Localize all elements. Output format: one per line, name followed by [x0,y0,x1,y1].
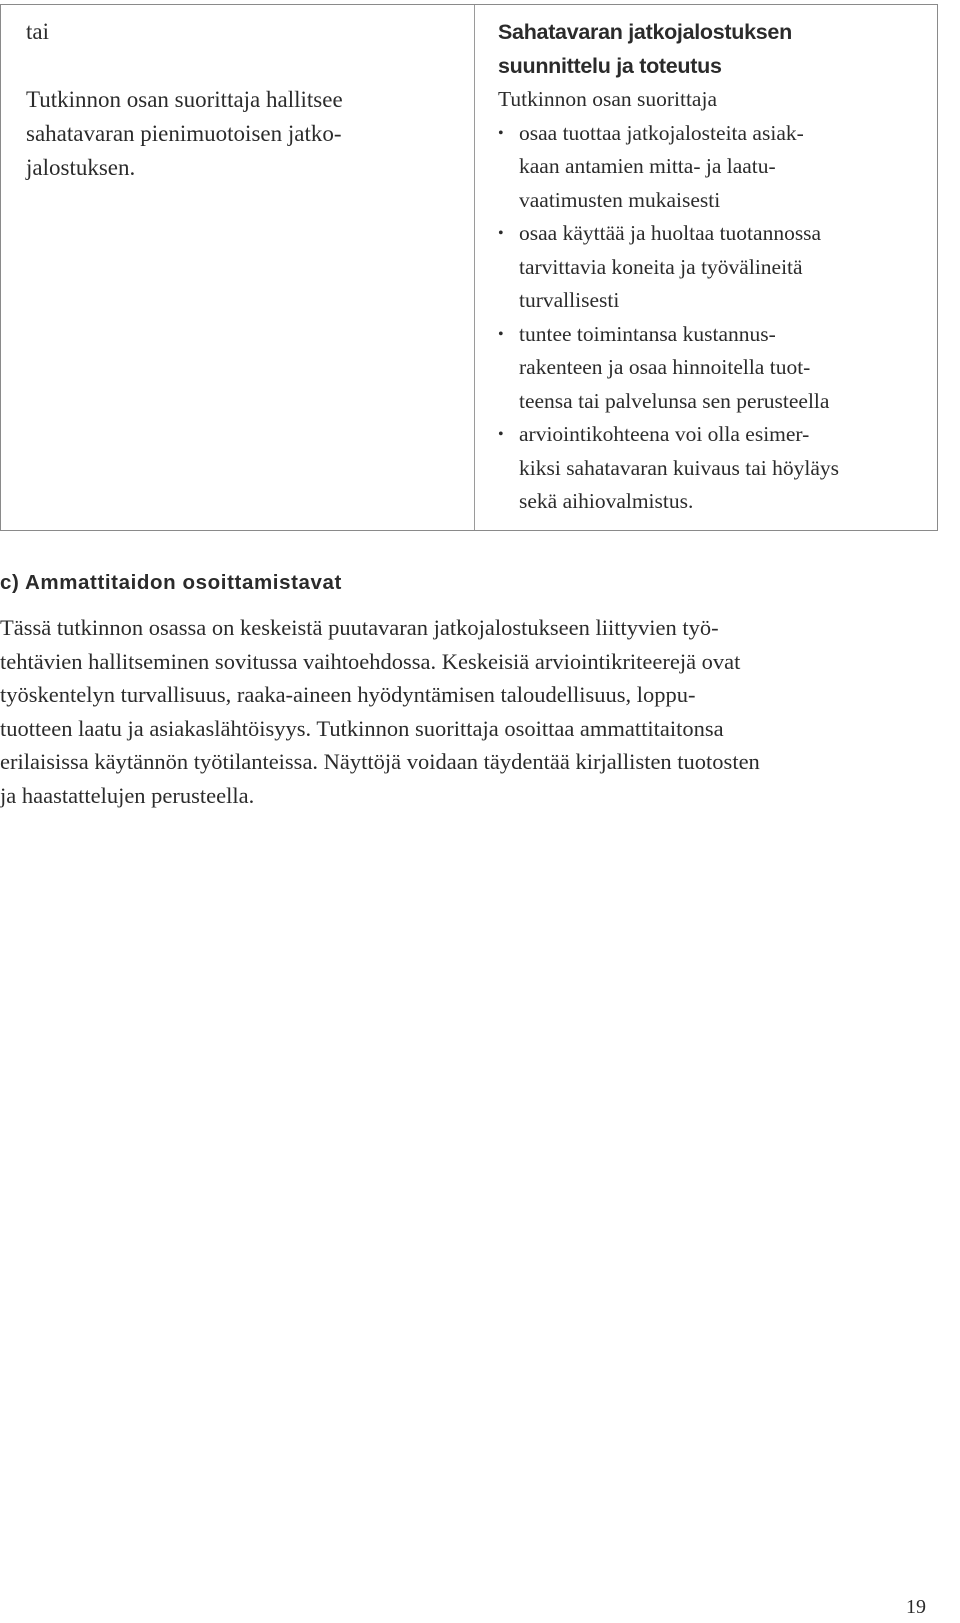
skills-bullet-list [498,117,928,519]
page-number: 19 [906,1596,926,1618]
bullet-line: vaatimusten mukaisesti [519,187,721,212]
bullet-line: osaa tuottaa jatkojalosteita asiak- [519,120,804,145]
bullet-line: tarvittavia koneita ja työvälineitä [519,254,803,279]
requirements-table [0,4,938,531]
right-heading-line: Sahatavaran jatkojalostuksen [498,20,792,44]
bullet-item [498,418,928,519]
section-body-line: tuotteen laatu ja asiakaslähtöisyys. Tutkinnon suorittaja osoittaa ammattitaitonsa [0,715,724,741]
bullet-line: tuntee toimintansa kustannus- [519,321,776,346]
section-body-line: erilaisissa käytännön työtilanteissa. Näyttöjä voidaan täydentää kirjallisten tuotosten [0,749,760,774]
bullet-line: rakenteen ja osaa hinnoitella tuot- [519,355,811,379]
left-column-text-line: Tutkinnon osan suorittaja hallitsee [26,87,343,112]
bullet-line: turvallisesti [519,288,620,312]
bullet-item [498,318,928,419]
table-left-column [26,15,446,185]
section-body [0,611,940,812]
bullet-icon: • [498,325,504,343]
bullet-icon: • [498,124,504,142]
right-column-heading [498,16,928,83]
bullet-line: osaa käyttää ja huoltaa tuotannossa [519,221,822,245]
bullet-line: sekä aihiovalmistus. [519,489,694,513]
section-body-line: ja haastattelujen perusteella. [0,782,255,808]
left-column-text-line: jalostuksen. [26,155,136,180]
left-column-prefix: tai [26,19,49,44]
bullet-line: kaan antamien mitta- ja laatu- [519,154,776,178]
bullet-icon: • [498,225,504,242]
left-column-text-line: sahatavaran pienimuotoisen jatko- [26,121,342,146]
section-heading: c) Ammattitaidon osoittamistavat [0,571,342,594]
bullet-line: teensa tai palvelunsa sen perusteella [519,388,830,413]
section-body-line: työskentelyn turvallisuus, raaka-aineen hyödyntämisen taloudellisuus, loppu- [0,682,696,707]
bullet-item [498,217,928,318]
bullet-line: arviointikohteena voi olla esimer- [519,422,810,446]
section-body-line: tehtävien hallitseminen sovitussa vaihtoehdossa. Keskeisiä arviointikriteerejä ovat [0,648,741,674]
section-body-line: Tässä tutkinnon osassa on keskeistä puutavaran jatkojalostukseen liittyvien työ- [0,615,719,640]
table-right-column [498,16,928,519]
bullet-item [498,117,928,218]
bullet-icon: • [498,426,504,443]
column-divider [474,5,475,530]
right-heading-line: suunnittelu ja toteutus [498,53,722,78]
bullet-line: kiksi sahatavaran kuivaus tai höyläys [519,455,840,480]
right-column-intro: Tutkinnon osan suorittaja [498,87,717,111]
